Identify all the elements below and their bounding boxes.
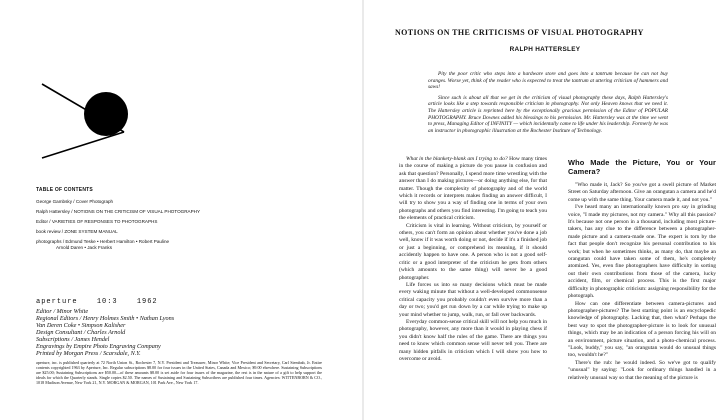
publication-notice: aperture, inc. is published quarterly at 72 North Union St., Rochester 7, N.Y. President and Treasurer, Minor White; Vice President and Secretary, Carl Siembab, Jr. Entire contents copyrighted 1963 by Aperture, Inc. Regular subscriptions $8.00 for four issues in the United States, Canada and Mexico; $9.00 elsewhere. Sustaining Subscriptions are $25.00; Sustaining Subscriptions are $50.00—of these amounts $8.00 is set aside for four issues of the magazine, the rest is in the nature of a gift to help support the ideals for which the Quarterly stands. Single copies $2.50. The names of Sustaining and Sustaining Subscribers are published four times. Agencies: WITTENBORN & CO., 1018 Madison Avenue, New York 21, N.Y. MORGAN & MORGAN, 101 Park Ave., New York 17.	[36, 360, 322, 385]
lead-question: What in the blankety-blank am I trying to do?	[406, 156, 508, 162]
article-column-2	[568, 158, 716, 382]
toc-entry: Ralph Hattersley / NOTIONS ON THE CRITICISM OF VISUAL PHOTOGRAPHY	[36, 209, 201, 214]
intro-paragraph: Pity the poor critic who steps into a hardware store and goes into a tantrum because he can not buy oranges. Worse yet, think of the reader who is expected to treat the tantrum at uttering criticism of hammers and saws!	[428, 71, 668, 91]
masthead-title	[36, 298, 326, 306]
masthead-line: Printed by Morgan Press / Scarsdale, N.Y.	[36, 350, 141, 357]
magazine-name: aperture	[36, 298, 78, 306]
section-heading: Who Made the Picture, You or Your Camera?	[568, 158, 716, 176]
masthead-line: Design Consultant / Charles Arnold	[36, 329, 126, 336]
editor-introduction	[428, 71, 668, 138]
article-title: NOTIONS ON THE CRITICISMS OF VISUAL PHOTOGRAPHY	[395, 28, 644, 37]
masthead	[36, 298, 326, 385]
toc-entry: George Gambsky / Cover Photograph	[36, 199, 114, 204]
body-paragraph	[399, 156, 547, 223]
masthead-line: Subscriptions / James Hendel	[36, 336, 110, 343]
article-column-1	[399, 156, 547, 363]
body-paragraph: "Who made it, Jack? So you've got a swell picture of Market Street on Saturday afternoon. Give an orangutan a camera and he'd come up with the same thing. Your camera made it, and not you."	[568, 182, 716, 203]
table-of-contents	[36, 199, 336, 255]
toc-title: TABLE OF CONTENTS	[36, 187, 93, 193]
masthead-line: Editor / Minor White	[36, 308, 89, 315]
article-author: RALPH HATTERSLEY	[509, 46, 581, 53]
body-paragraph: There's the rub: he would indeed. So we've got to qualify "unusual" by saying: "Look for ordinary things handled in a relatively unusual way so that the meaning of the picture is	[568, 359, 716, 381]
body-paragraph: I've heard many an internationally known pro say in grinding voice, "I made my pictures, not my camera." Why all this passion? It's because not one person in a thousand, including most picture-takers, has any clue to the difference between a photographer-made picture and a camera-made one. The expert is torn by the fact that people don't recognize his personal contribution to his work; but when he sometimes thinks, as many do, that maybe an orangutan could have taken some of them, he's completely atomized. Yes, even fine photographers have difficulty in sorting out their own contributions from those of the camera, lucky accident, film, or chemical process. This is the first major difficulty in photographic criticism: assigning responsibility for the photograph.	[568, 204, 716, 300]
toc-entry: photographs / Edmund Teske • Herbert Hamilton • Robert Pauline	[36, 239, 170, 244]
issue-number: 10:3	[96, 298, 118, 306]
intro-paragraph: Since such is about all that we get in the criticism of visual photography these days, Ralph Hattersley's article looks like a step towards responsible criticism in photography. Not only Heaven knows that we need it. The Hattersley article is reprinted here by the exceptionally gracious permission of the Editor of POPULAR PHOTOGRAPHY. Bruce Downes added his blessings to his permission. Mr. Hattersley was at the time we went to press, Managing Editor of INFINITY — which incidentally came to life under his leadership. Formerly he was an instructor in photographic illustration at the Rochester Institute of Technology.	[428, 94, 668, 134]
body-paragraph: Life forces us into so many decisions which must be made every waking minute that without a well-developed commonsense critical capacity you probably couldn't even survive more than a day or two; you'd get run down by a car while trying to make up your mind whether to jump, walk, run, or fall over backwards.	[399, 281, 547, 318]
body-paragraph: How can one differentiate between camera-pictures and photographer-pictures? The best starting point is an encyclopedic knowledge of photography. Lacking that, then what? Perhaps the best way to spot the photographer-picture is to look for unusual things, which may be an indication of a person forcing his will on an environment, picture situation, and a photo-chemical process. "Look, buddy," you say, "an orangutan would do unusual things too, wouldn't he?"	[568, 300, 716, 359]
toc-entry: Editor / VARIETIES OF RESPONSES TO PHOTOGRAPHS	[36, 219, 158, 224]
masthead-line: Regional Editors / Henry Holmes Smith • Nathan Lyons	[36, 315, 175, 322]
issue-year: 1962	[136, 298, 158, 306]
aperture-logo	[40, 70, 150, 170]
body-paragraph: Everyday common-sense critical skill will not help you much in photography, however, any more than it would in playing chess if you didn't know half the rules of the game. There are things you need to know which common sense will never tell you. There are many hidden pitfalls in criticism which I will show you how to overcome or avoid.	[399, 318, 547, 362]
body-text: How many times in the course of making a picture do you pause in confusion and ask that question? Personally, I spend more time wrestling with the answer than I do making pictures—or doing anything else, for that matter. Though the complexity of photography and of the world which it records or interprets makes finding an answer difficult, I will try to show you a way of finding one in terms of your own photographs and others you find interesting. I'm going to teach you the elements of practical criticism.	[399, 156, 547, 222]
left-page	[0, 0, 362, 420]
body-paragraph: Criticism is vital in learning. Without criticism, by yourself or others, you can't form an opinion about whether you've done a job well, know if it was worth doing or not, decide if it's a finished job or just a beginning, or comprehend its meaning, if it should accidently happen to have one. A person who is not a good self-critic or a good interpreter of the criticism he gets from others (which amounts to the same thing) will never be a good photographer.	[399, 222, 547, 281]
toc-entry: Arnold Daren • Jack Franks	[56, 245, 112, 250]
toc-entry: book review / ZONE SYSTEM MANUAL	[36, 229, 118, 234]
masthead-line: Van Deren Coke • Simpson Kalisher	[36, 322, 126, 329]
masthead-line: Engravings by Empire Photo Engraving Company	[36, 343, 161, 350]
